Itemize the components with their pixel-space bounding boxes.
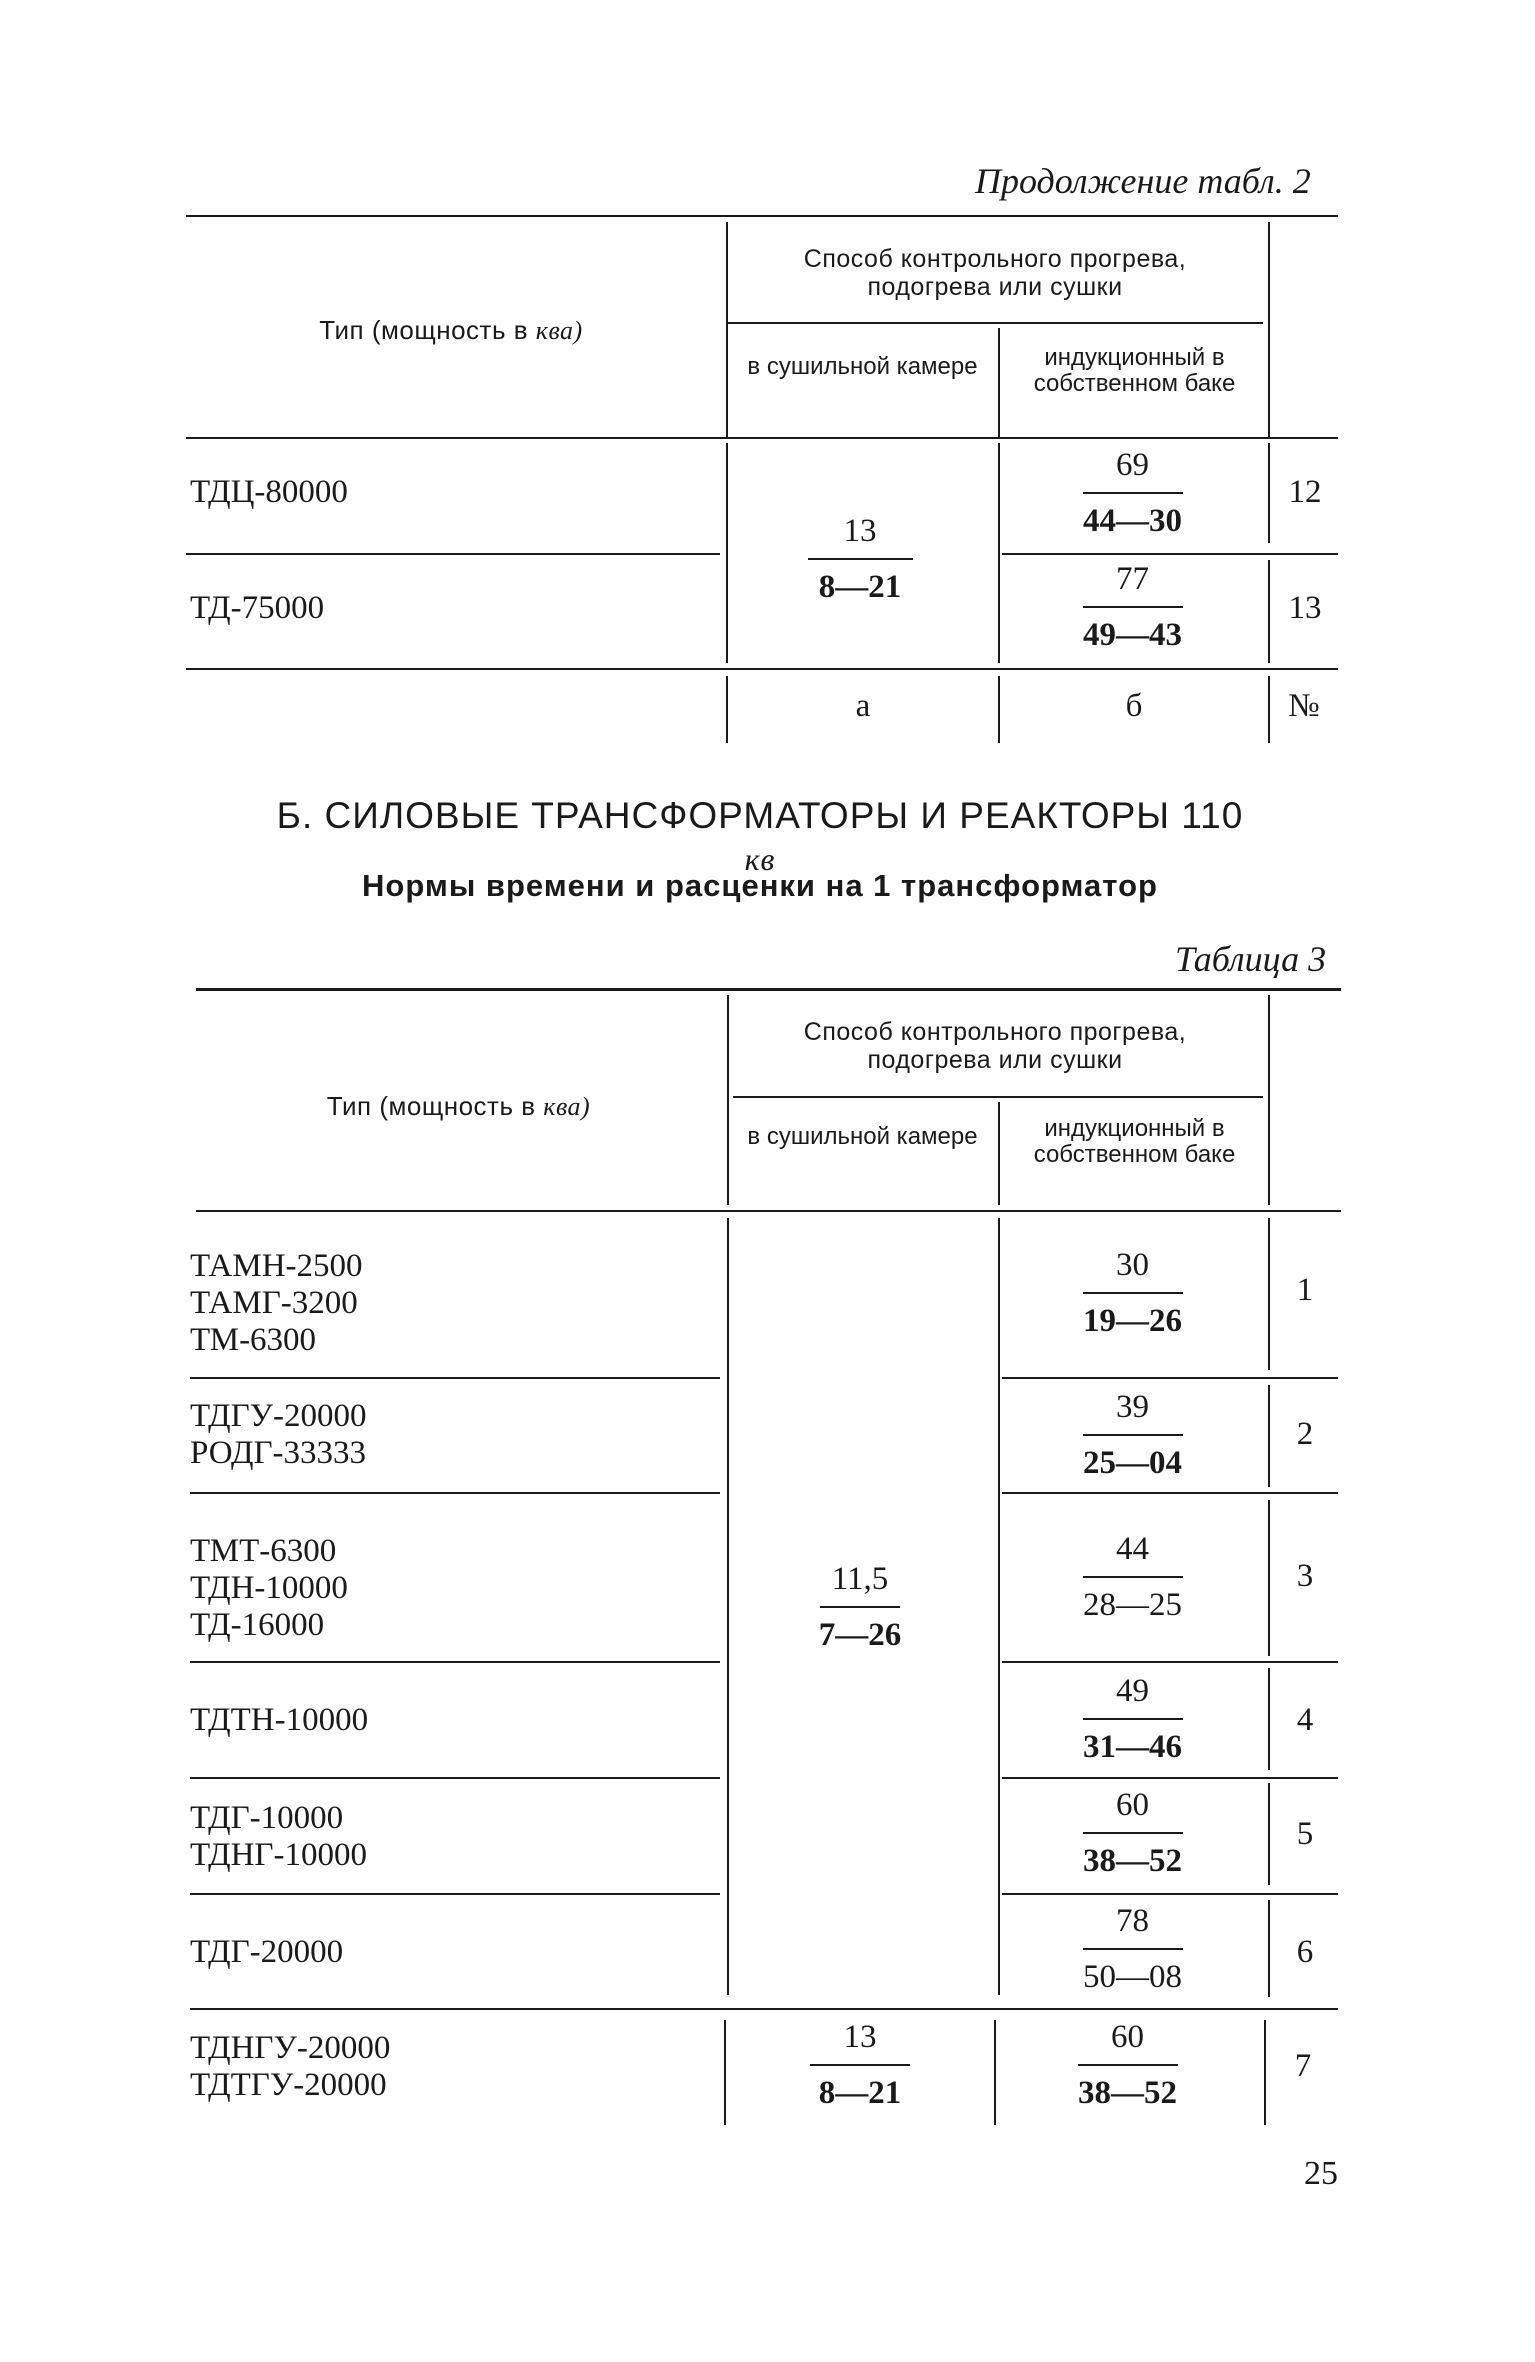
table2-header-chamber: в сушильной камере	[747, 353, 978, 380]
table3-row1-induction: 30 19—26	[1083, 1247, 1182, 1339]
table3-row7-vline-2	[994, 2020, 996, 2125]
table3-body-vline-1	[727, 1218, 729, 1995]
table3-row1-number: 1	[1296, 1272, 1314, 1308]
table3-row2-induction: 39 25—04	[1083, 1389, 1182, 1481]
table3-rule-5-right	[1002, 1893, 1338, 1895]
table3-row7-vline-3	[1264, 2020, 1266, 2125]
table3-rule-1-left	[190, 1377, 720, 1379]
table3-rule-5-left	[190, 1893, 720, 1895]
table3-rule-3-right	[1002, 1661, 1338, 1663]
table3-row6-number: 6	[1296, 1934, 1314, 1970]
table2-row2-number: 13	[1288, 590, 1322, 626]
table3-row6-type: ТДГ-20000	[190, 1934, 344, 1970]
table3-top-rule	[196, 988, 1341, 991]
table2-vline-2h	[998, 328, 1000, 437]
table2-top-rule	[186, 215, 1338, 217]
table3-rule-2-left	[190, 1492, 720, 1494]
table2-caption: Продолжение табл. 2	[975, 161, 1311, 201]
table2-row-rule-right	[1002, 553, 1338, 555]
section-subtitle: Нормы времени и расценки на 1 трансформатор	[362, 868, 1158, 903]
table3-header-method: Способ контрольного прогрева, подогрева или сушки	[803, 1018, 1187, 1074]
table3-row7-induction: 60 38—52	[1078, 2019, 1177, 2111]
table2-body-bottom-rule	[186, 668, 1338, 670]
table2-row1-type: ТДЦ-80000	[190, 474, 348, 510]
table2-header-bottom-rule	[186, 437, 1338, 439]
table3-body-vline-3-r4	[1268, 1668, 1270, 1770]
page-number: 25	[1304, 2155, 1338, 2192]
table2-row1-number: 12	[1288, 474, 1322, 510]
table3-rule-4-right	[1002, 1777, 1338, 1779]
table3-method-rule	[733, 1096, 1263, 1098]
table3-row4-type: ТДТН-10000	[190, 1702, 369, 1738]
table3-row4-number: 4	[1296, 1702, 1314, 1738]
table2-footer-no: №	[1288, 688, 1320, 724]
table2-header-type: Тип (мощность в ква)	[319, 315, 583, 345]
table3-body-vline-3-r1	[1268, 1218, 1270, 1370]
table3-vline-2h	[998, 1102, 1000, 1205]
table3-row3-induction: 44 28—25	[1083, 1531, 1182, 1623]
table3-caption: Таблица 3	[1175, 939, 1327, 979]
table3-header-chamber: в сушильной камере	[747, 1123, 978, 1150]
table2-row2-induction: 77 49—43	[1083, 561, 1182, 653]
table3-rule-1-right	[1002, 1377, 1338, 1379]
table2-vline-1	[726, 222, 728, 437]
table3-vline-1	[727, 995, 729, 1205]
table3-rule-6-full	[190, 2008, 1338, 2010]
table3-rule-4-left	[190, 1777, 720, 1779]
table3-row5-type: ТДГ-10000 ТДНГ-10000	[190, 1800, 367, 1873]
table3-row2-number: 2	[1296, 1416, 1314, 1452]
table3-row5-number: 5	[1296, 1816, 1314, 1852]
section-title: Б. СИЛОВЫЕ ТРАНСФОРМАТОРЫ И РЕАКТОРЫ 110 кв	[276, 795, 1244, 877]
table3-header-induction: индукционный в собственном баке	[1033, 1115, 1236, 1168]
table3-header-type: Тип (мощность в ква)	[326, 1091, 591, 1121]
table3-row4-induction: 49 31—46	[1083, 1673, 1182, 1765]
table2-header-induction: индукционный в собственном баке	[1033, 344, 1236, 397]
table3-body-vline-3-r3	[1268, 1500, 1270, 1656]
table3-row7-type: ТДНГУ-20000 ТДТГУ-20000	[190, 2030, 391, 2103]
table3-body-vline-3-r2	[1268, 1385, 1270, 1487]
table3-row1-type: ТАМН-2500 ТАМГ-3200 ТМ-6300	[190, 1248, 363, 1358]
table3-row7-chamber: 13 8—21	[760, 2018, 960, 2112]
table3-row6-induction: 78 50—08	[1083, 1903, 1182, 1995]
table3-row7-number: 7	[1294, 2048, 1312, 2084]
table3-row2-type: ТДГУ-20000 РОДГ-33333	[190, 1398, 367, 1471]
table2-row1-induction: 69 44—30	[1083, 447, 1182, 539]
table3-chamber-merged-value: 11,5 7—26	[818, 1561, 902, 1653]
table2-vline-3	[1268, 222, 1270, 437]
table3-rule-3-left	[190, 1661, 720, 1663]
table2-body-vline-1	[726, 443, 728, 663]
table2-header-method: Способ контрольного прогрева, подогрева или сушки	[803, 245, 1187, 301]
table3-row5-induction: 60 38—52	[1083, 1787, 1182, 1879]
table3-body-vline-2	[998, 1218, 1000, 1995]
table2-footer-b: б	[1125, 688, 1143, 724]
table3-row3-type: ТМТ-6300 ТДН-10000 ТД-16000	[190, 1533, 348, 1643]
table3-row3-number: 3	[1296, 1558, 1314, 1594]
table3-vline-3	[1268, 995, 1270, 1205]
table3-rule-2-right	[1002, 1492, 1338, 1494]
table2-row2-type: ТД-75000	[190, 590, 325, 626]
table3-header-bottom-rule	[196, 1210, 1341, 1212]
table2-row-rule-left	[186, 553, 720, 555]
table3-body-vline-3-r5	[1268, 1783, 1270, 1885]
table2-body-vline-3b	[1268, 560, 1270, 663]
table3-row7-vline-1	[724, 2020, 726, 2125]
table3-body-vline-3-r6	[1268, 1900, 1270, 1997]
table2-chamber-value: 13 8—21	[760, 512, 960, 606]
table2-method-rule	[728, 322, 1263, 324]
table2-body-vline-3a	[1268, 443, 1270, 543]
table2-footer-a: а	[855, 688, 871, 724]
table2-body-vline-2	[998, 443, 1000, 663]
